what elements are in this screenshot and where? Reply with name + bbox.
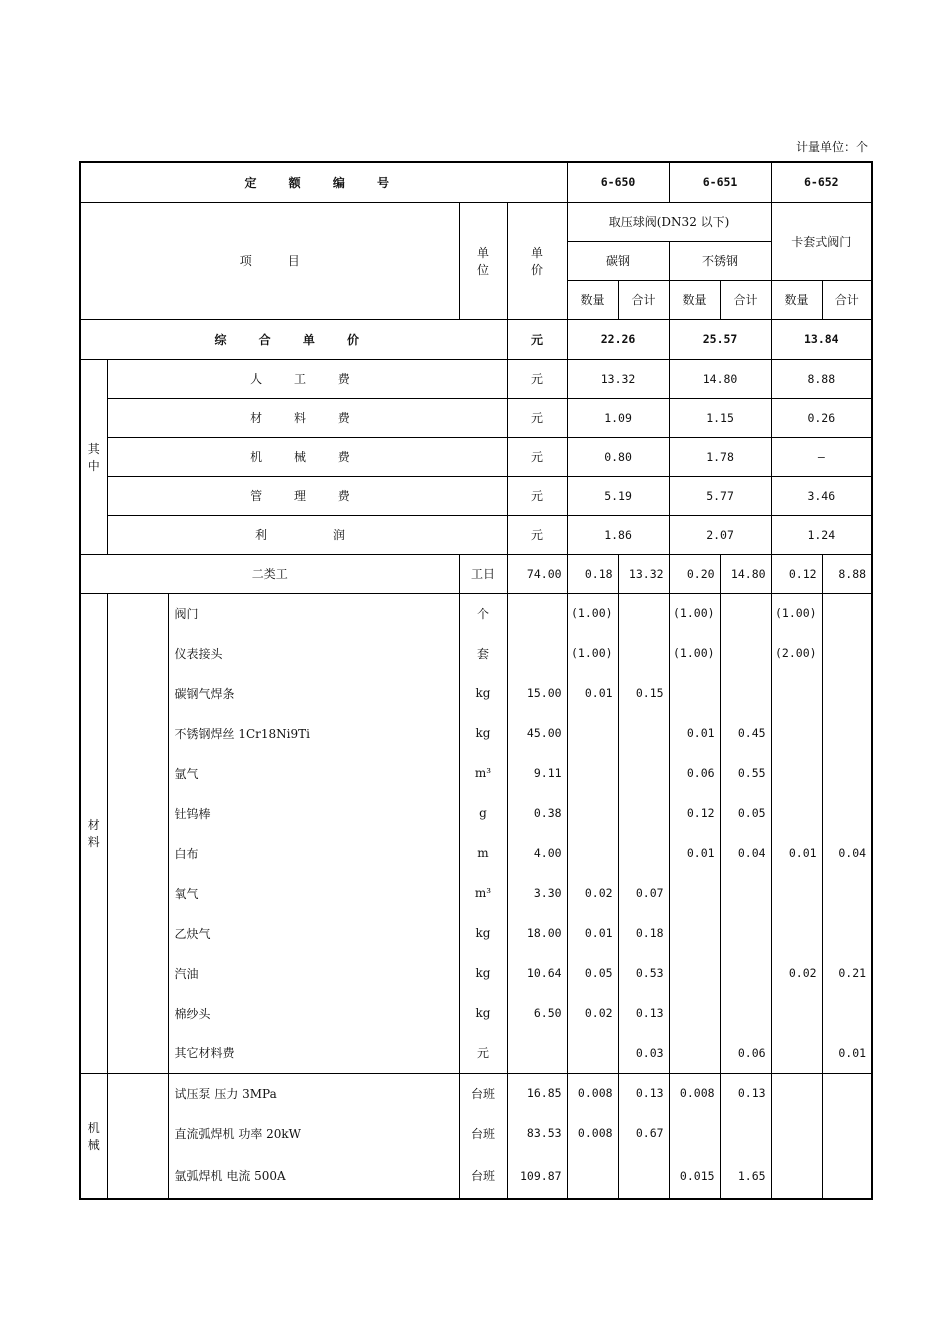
table-row: [80, 633, 872, 673]
table-row: [80, 437, 872, 476]
total-header: 合计: [720, 280, 771, 319]
machinery-unit: 台班: [459, 1113, 507, 1153]
materials-value: [771, 673, 822, 713]
table-row: [80, 1033, 872, 1073]
quota-table: [79, 161, 873, 1200]
materials-value: [720, 913, 771, 953]
total-header: 合计: [822, 280, 872, 319]
breakdown-unit: 元: [507, 437, 567, 476]
materials-price: 45.00: [507, 713, 567, 753]
breakdown-value: 5.19: [567, 476, 669, 515]
materials-value: 0.04: [822, 833, 872, 873]
qty-header: 数量: [771, 280, 822, 319]
materials-value: 0.01: [822, 1033, 872, 1073]
materials-name: 其它材料费: [168, 1033, 459, 1073]
materials-value: [618, 753, 669, 793]
materials-value: [720, 993, 771, 1033]
materials-unit: kg: [459, 673, 507, 713]
price-header: 单 价: [507, 202, 567, 319]
breakdown-name: 利 润: [107, 515, 507, 554]
materials-value: [618, 633, 669, 673]
machinery-name: 试压泵 压力 3MPa: [168, 1073, 459, 1113]
materials-price: [507, 593, 567, 633]
materials-unit: 套: [459, 633, 507, 673]
materials-name: 不锈钢焊丝 1Cr18Ni9Ti: [168, 713, 459, 753]
labor-value: 0.12: [771, 554, 822, 593]
machinery-price: 83.53: [507, 1113, 567, 1153]
table-row: [80, 873, 872, 913]
table-row: [80, 162, 872, 202]
machinery-value: [771, 1073, 822, 1113]
materials-value: 0.12: [669, 793, 720, 833]
table-row: [80, 1073, 872, 1113]
breakdown-name: 材 料 费: [107, 398, 507, 437]
materials-value: 0.13: [618, 993, 669, 1033]
materials-name: 碳钢气焊条: [168, 673, 459, 713]
materials-value: [771, 753, 822, 793]
breakdown-value: 14.80: [669, 359, 771, 398]
table-row: [80, 398, 872, 437]
breakdown-value: 0.26: [771, 398, 872, 437]
materials-value: (1.00): [771, 593, 822, 633]
materials-value: 0.04: [720, 833, 771, 873]
machinery-unit: 台班: [459, 1153, 507, 1199]
materials-unit: m: [459, 833, 507, 873]
materials-value: [771, 793, 822, 833]
summary-value: 22.26: [567, 319, 669, 359]
group-header: 卡套式阀门: [771, 202, 872, 280]
table-row: [80, 833, 872, 873]
materials-name: 仪表接头: [168, 633, 459, 673]
materials-value: 0.55: [720, 753, 771, 793]
materials-value: [822, 713, 872, 753]
materials-unit: kg: [459, 953, 507, 993]
breakdown-unit: 元: [507, 476, 567, 515]
materials-value: 0.01: [669, 833, 720, 873]
materials-value: [669, 873, 720, 913]
machinery-value: 0.13: [720, 1073, 771, 1113]
materials-value: [771, 913, 822, 953]
materials-value: [771, 1033, 822, 1073]
summary-value: 25.57: [669, 319, 771, 359]
unit-header: 单 位: [459, 202, 507, 319]
unit-note: 计量单位：个: [795, 140, 868, 154]
summary-unit: 元: [507, 319, 567, 359]
materials-value: [720, 953, 771, 993]
table-row: [80, 1113, 872, 1153]
total-header: 合计: [618, 280, 669, 319]
breakdown-unit: 元: [507, 515, 567, 554]
breakdown-value: 1.09: [567, 398, 669, 437]
labor-value: 14.80: [720, 554, 771, 593]
machinery-value: 1.65: [720, 1153, 771, 1199]
materials-price: [507, 1033, 567, 1073]
materials-value: 0.01: [567, 913, 618, 953]
materials-name: 氩气: [168, 753, 459, 793]
materials-price: [507, 633, 567, 673]
machinery-value: [567, 1153, 618, 1199]
summary-value: 13.84: [771, 319, 872, 359]
machinery-value: 0.008: [567, 1113, 618, 1153]
breakdown-name: 管 理 费: [107, 476, 507, 515]
sub-header: 不锈钢: [669, 241, 771, 280]
table-row: [80, 202, 872, 241]
materials-name: 阀门: [168, 593, 459, 633]
materials-price: 15.00: [507, 673, 567, 713]
breakdown-value: 0.80: [567, 437, 669, 476]
breakdown-value: 1.86: [567, 515, 669, 554]
materials-value: [720, 593, 771, 633]
materials-name: 白布: [168, 833, 459, 873]
labor-value: 8.88: [822, 554, 872, 593]
breakdown-value: 1.15: [669, 398, 771, 437]
qty-header: 数量: [669, 280, 720, 319]
machinery-price: 16.85: [507, 1073, 567, 1113]
table-row: [80, 593, 872, 633]
blank-cell: [107, 593, 168, 1073]
labor-price: 74.00: [507, 554, 567, 593]
materials-value: 0.03: [618, 1033, 669, 1073]
breakdown-unit: 元: [507, 398, 567, 437]
materials-value: [618, 593, 669, 633]
table-row: [80, 1153, 872, 1199]
table-row: [80, 953, 872, 993]
materials-value: [567, 833, 618, 873]
materials-value: [567, 1033, 618, 1073]
breakdown-value: —: [771, 437, 872, 476]
materials-value: (1.00): [567, 633, 618, 673]
machinery-price: 109.87: [507, 1153, 567, 1199]
materials-value: [618, 833, 669, 873]
materials-unit: kg: [459, 993, 507, 1033]
machinery-group-label: 机 械: [80, 1073, 107, 1199]
materials-value: [618, 713, 669, 753]
machinery-name: 直流弧焊机 功率 20kW: [168, 1113, 459, 1153]
materials-group-label: 材 料: [80, 593, 107, 1073]
breakdown-value: 13.32: [567, 359, 669, 398]
materials-price: 6.50: [507, 993, 567, 1033]
materials-value: [669, 673, 720, 713]
table-row: [80, 993, 872, 1033]
materials-unit: m³: [459, 873, 507, 913]
sub-header: 碳钢: [567, 241, 669, 280]
materials-price: 10.64: [507, 953, 567, 993]
machinery-value: [771, 1113, 822, 1153]
machinery-name: 氩弧焊机 电流 500A: [168, 1153, 459, 1199]
summary-label: 综 合 单 价: [80, 319, 507, 359]
breakdown-value: 1.78: [669, 437, 771, 476]
breakdown-name: 人 工 费: [107, 359, 507, 398]
materials-value: [669, 1033, 720, 1073]
materials-value: 0.06: [669, 753, 720, 793]
materials-value: [720, 873, 771, 913]
table-row: [80, 713, 872, 753]
materials-value: 0.45: [720, 713, 771, 753]
materials-value: [618, 793, 669, 833]
table-row: [80, 554, 872, 593]
machinery-value: [720, 1113, 771, 1153]
materials-value: 0.05: [567, 953, 618, 993]
materials-value: [720, 673, 771, 713]
materials-price: 0.38: [507, 793, 567, 833]
materials-unit: kg: [459, 913, 507, 953]
breakdown-value: 8.88: [771, 359, 872, 398]
group-header: 取压球阀(DN32 以下): [567, 202, 771, 241]
materials-value: [771, 873, 822, 913]
quota-code: 6-650: [567, 162, 669, 202]
materials-value: 0.06: [720, 1033, 771, 1073]
materials-value: [822, 753, 872, 793]
materials-value: [771, 713, 822, 753]
materials-value: (1.00): [669, 593, 720, 633]
quota-code: 6-652: [771, 162, 872, 202]
materials-unit: 元: [459, 1033, 507, 1073]
materials-value: [567, 793, 618, 833]
materials-value: [567, 753, 618, 793]
materials-value: [567, 713, 618, 753]
materials-price: 3.30: [507, 873, 567, 913]
table-row: [80, 515, 872, 554]
materials-price: 4.00: [507, 833, 567, 873]
materials-value: 0.07: [618, 873, 669, 913]
materials-price: 18.00: [507, 913, 567, 953]
materials-value: (2.00): [771, 633, 822, 673]
quota-code-label: 定 额 编 号: [80, 162, 567, 202]
machinery-value: [771, 1153, 822, 1199]
breakdown-value: 3.46: [771, 476, 872, 515]
materials-value: 0.53: [618, 953, 669, 993]
machinery-value: [822, 1153, 872, 1199]
table-row: [80, 913, 872, 953]
machinery-value: [822, 1113, 872, 1153]
labor-name: 二类工: [80, 554, 459, 593]
materials-unit: g: [459, 793, 507, 833]
breakdown-name: 机 械 费: [107, 437, 507, 476]
breakdown-unit: 元: [507, 359, 567, 398]
materials-value: 0.02: [567, 873, 618, 913]
machinery-value: 0.015: [669, 1153, 720, 1199]
materials-value: [822, 913, 872, 953]
breakdown-value: 5.77: [669, 476, 771, 515]
machinery-unit: 台班: [459, 1073, 507, 1113]
machinery-value: [822, 1073, 872, 1113]
materials-value: (1.00): [567, 593, 618, 633]
table-row: [80, 753, 872, 793]
machinery-value: 0.008: [669, 1073, 720, 1113]
materials-value: 0.15: [618, 673, 669, 713]
materials-value: (1.00): [669, 633, 720, 673]
labor-value: 13.32: [618, 554, 669, 593]
materials-value: [822, 793, 872, 833]
materials-value: 0.21: [822, 953, 872, 993]
item-header: 项 目: [80, 202, 459, 319]
machinery-value: 0.67: [618, 1113, 669, 1153]
materials-value: [822, 593, 872, 633]
materials-value: [669, 953, 720, 993]
materials-name: 棉纱头: [168, 993, 459, 1033]
table-row: [80, 319, 872, 359]
materials-value: [822, 873, 872, 913]
machinery-value: 0.008: [567, 1073, 618, 1113]
materials-unit: m³: [459, 753, 507, 793]
table-row: [80, 673, 872, 713]
labor-unit: 工日: [459, 554, 507, 593]
materials-value: [720, 633, 771, 673]
materials-value: [669, 913, 720, 953]
materials-name: 钍钨棒: [168, 793, 459, 833]
materials-value: [669, 993, 720, 1033]
materials-unit: kg: [459, 713, 507, 753]
breakdown-group-label: 其 中: [80, 359, 107, 554]
materials-value: 0.05: [720, 793, 771, 833]
table-row: [80, 476, 872, 515]
materials-value: [771, 993, 822, 1033]
materials-value: 0.01: [669, 713, 720, 753]
labor-value: 0.18: [567, 554, 618, 593]
blank-cell: [107, 1073, 168, 1199]
materials-value: [822, 993, 872, 1033]
quota-code: 6-651: [669, 162, 771, 202]
materials-value: [822, 673, 872, 713]
labor-value: 0.20: [669, 554, 720, 593]
materials-value: 0.02: [567, 993, 618, 1033]
materials-name: 汽油: [168, 953, 459, 993]
materials-value: 0.01: [567, 673, 618, 713]
materials-value: 0.02: [771, 953, 822, 993]
materials-value: [822, 633, 872, 673]
breakdown-value: 2.07: [669, 515, 771, 554]
table-row: [80, 359, 872, 398]
qty-header: 数量: [567, 280, 618, 319]
machinery-value: [669, 1113, 720, 1153]
materials-name: 氧气: [168, 873, 459, 913]
materials-value: 0.01: [771, 833, 822, 873]
machinery-value: [618, 1153, 669, 1199]
materials-name: 乙炔气: [168, 913, 459, 953]
materials-price: 9.11: [507, 753, 567, 793]
breakdown-value: 1.24: [771, 515, 872, 554]
table-row: [80, 793, 872, 833]
materials-value: 0.18: [618, 913, 669, 953]
materials-unit: 个: [459, 593, 507, 633]
machinery-value: 0.13: [618, 1073, 669, 1113]
